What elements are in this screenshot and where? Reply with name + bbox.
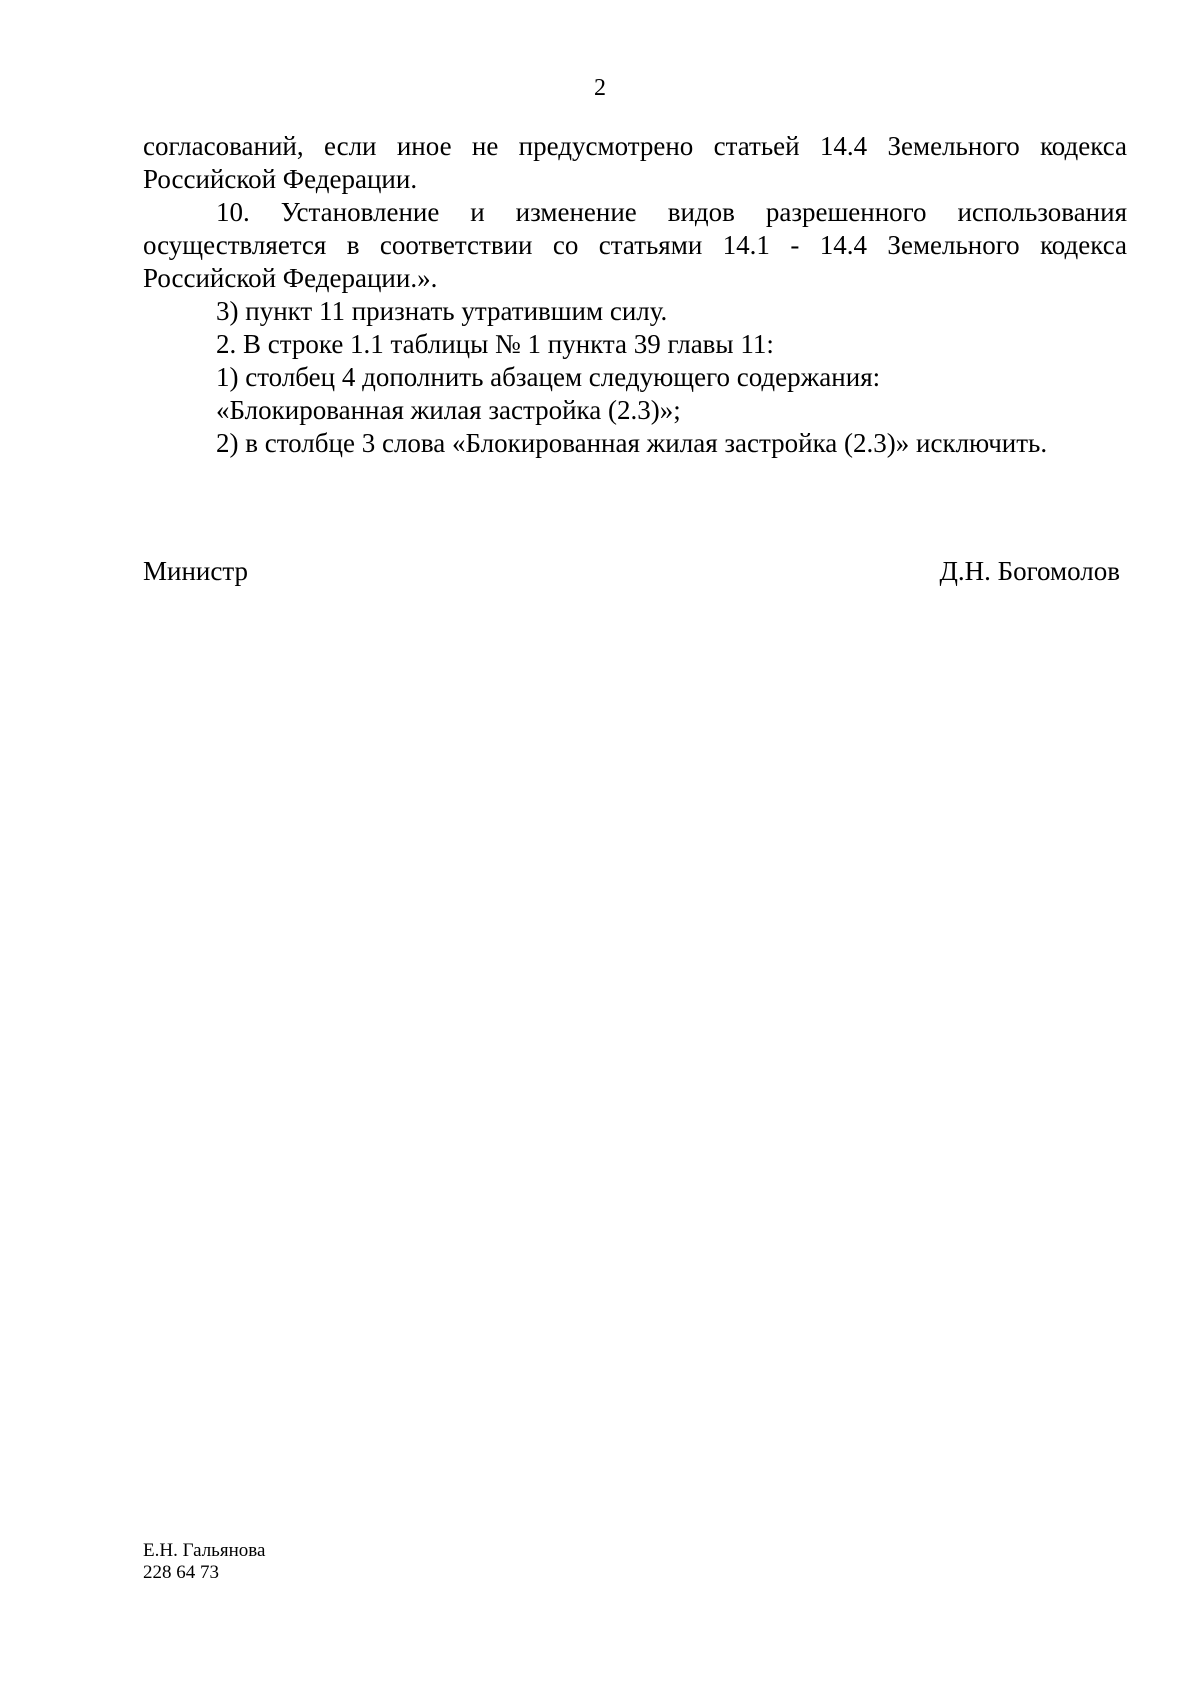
paragraph-item-2: 2. В строке 1.1 таблицы № 1 пункта 39 главы 11: [216, 329, 774, 359]
paragraph-item-10: 10. Установление и изменение видов разрешенного использования осуществляется в соответствии со статьями 14.1 - 14.4 Земельного кодекса Российской Федерации.». [143, 197, 1127, 293]
document-body [143, 130, 1127, 460]
executor-name: Е.Н. Гальянова [143, 1540, 266, 1561]
paragraph-subitem-2: 2) в столбце 3 слова «Блокированная жилая застройка (2.3)» исключить. [216, 428, 1048, 458]
executor-block [143, 1540, 265, 1584]
paragraph-continuation: согласований, если иное не предусмотрено статьей 14.4 Земельного кодекса Российской Федерации. [143, 131, 1127, 194]
paragraph-quoted-text: «Блокированная жилая застройка (2.3)»; [216, 395, 681, 425]
page-number: 2 [594, 75, 606, 101]
paragraph-subitem-3: 3) пункт 11 признать утратившим силу. [216, 296, 668, 326]
signature-title: Министр [143, 556, 248, 586]
paragraph-subitem-1: 1) столбец 4 дополнить абзацем следующего содержания: [216, 362, 881, 392]
executor-phone: 228 64 73 [143, 1562, 219, 1583]
signature-name: Д.Н. Богомолов [939, 556, 1120, 586]
